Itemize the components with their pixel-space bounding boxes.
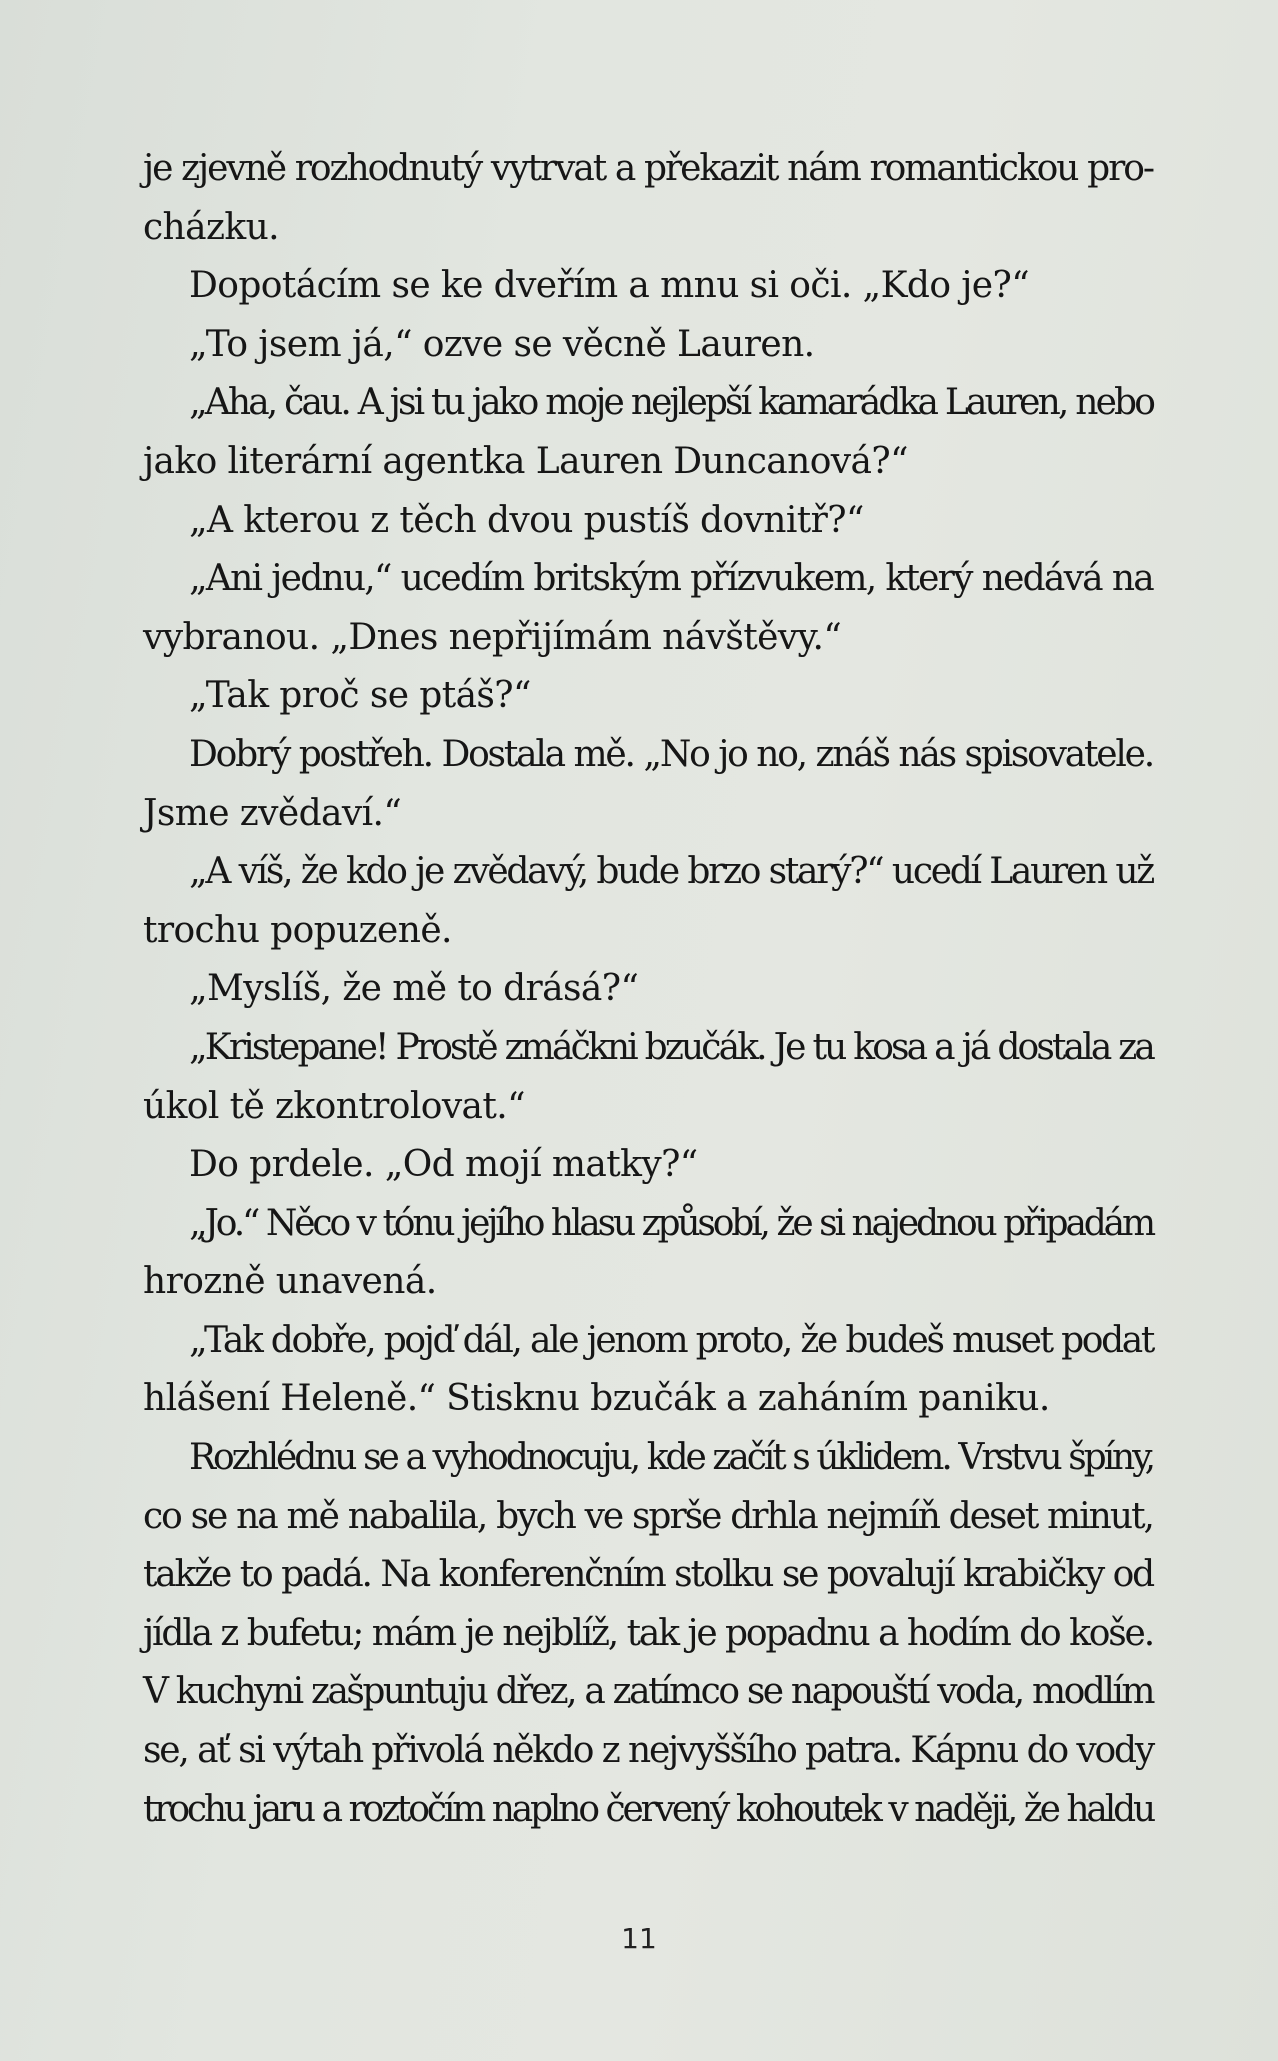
text-line: Dobrý postřeh. Dostala mě. „No jo no, znáš nás spisovatele. xyxy=(189,733,1153,775)
text-line: trochu popuzeně. xyxy=(143,909,452,951)
text-line: „To jsem já,“ ozve se věcně Lauren. xyxy=(189,323,815,365)
text-line: „Jo.“ Něco v tónu jejího hlasu způsobí, že si najednou připadám xyxy=(189,1202,1153,1244)
page-number: 11 xyxy=(621,1922,657,1955)
text-line: Do prdele. „Od mojí matky?“ xyxy=(189,1144,698,1186)
text-line: „Tak proč se ptáš?“ xyxy=(189,675,531,717)
text-line: Jsme zvědaví.“ xyxy=(143,792,402,834)
text-line: Rozhlédnu se a vyhodnocuju, kde začít s úklidem. Vrstvu špíny, xyxy=(189,1437,1153,1479)
text-line: Dopotácím se ke dveřím a mnu si oči. „Kdo je?“ xyxy=(189,265,1030,307)
text-line: V kuchyni zašpuntuju dřez, a zatímco se napouští voda, modlím xyxy=(143,1671,1153,1713)
text-line: jídla z bufetu; mám je nejblíž, tak je popadnu a hodím do koše. xyxy=(143,1612,1153,1654)
text-line: „A víš, že kdo je zvědavý, bude brzo starý?“ ucedí Lauren už xyxy=(189,851,1153,893)
text-line: jako literární agentka Lauren Duncanová?“ xyxy=(143,440,908,482)
text-line: „Myslíš, že mě to drásá?“ xyxy=(189,968,639,1010)
text-line: se, ať si výtah přivolá někdo z nejvyššího patra. Kápnu do vody xyxy=(143,1730,1153,1772)
text-line: trochu jaru a roztočím naplno červený kohoutek v naději, že haldu xyxy=(143,1788,1153,1830)
text-line: „Ani jednu,“ ucedím britským přízvukem, který nedává na xyxy=(189,558,1153,600)
text-line: „A kterou z těch dvou pustíš dovnitř?“ xyxy=(189,499,864,541)
text-line: „Tak dobře, pojď dál, ale jenom proto, že budeš muset podat xyxy=(189,1319,1153,1361)
text-line: „Aha, čau. A jsi tu jako moje nejlepší kamarádka Lauren, nebo xyxy=(189,382,1153,424)
body-text xyxy=(143,140,1153,1839)
text-line: „Kristepane! Prostě zmáčkni bzučák. Je tu kosa a já dostala za xyxy=(189,1026,1153,1068)
text-line: hlášení Heleně.“ Stisknu bzučák a zaháním paniku. xyxy=(143,1378,1050,1420)
text-line: vybranou. „Dnes nepřijímám návštěvy.“ xyxy=(143,616,842,658)
text-line: cházku. xyxy=(143,206,280,248)
text-line: je zjevně rozhodnutý vytrvat a překazit nám romantickou pro- xyxy=(143,148,1153,189)
text-line: úkol tě zkontrolovat.“ xyxy=(143,1085,525,1127)
text-line: co se na mě nabalila, bych ve sprše drhla nejmíň deset minut, xyxy=(143,1495,1153,1537)
text-line: takže to padá. Na konferenčním stolku se povalují krabičky od xyxy=(143,1554,1153,1596)
text-line: hrozně unavená. xyxy=(143,1261,437,1303)
